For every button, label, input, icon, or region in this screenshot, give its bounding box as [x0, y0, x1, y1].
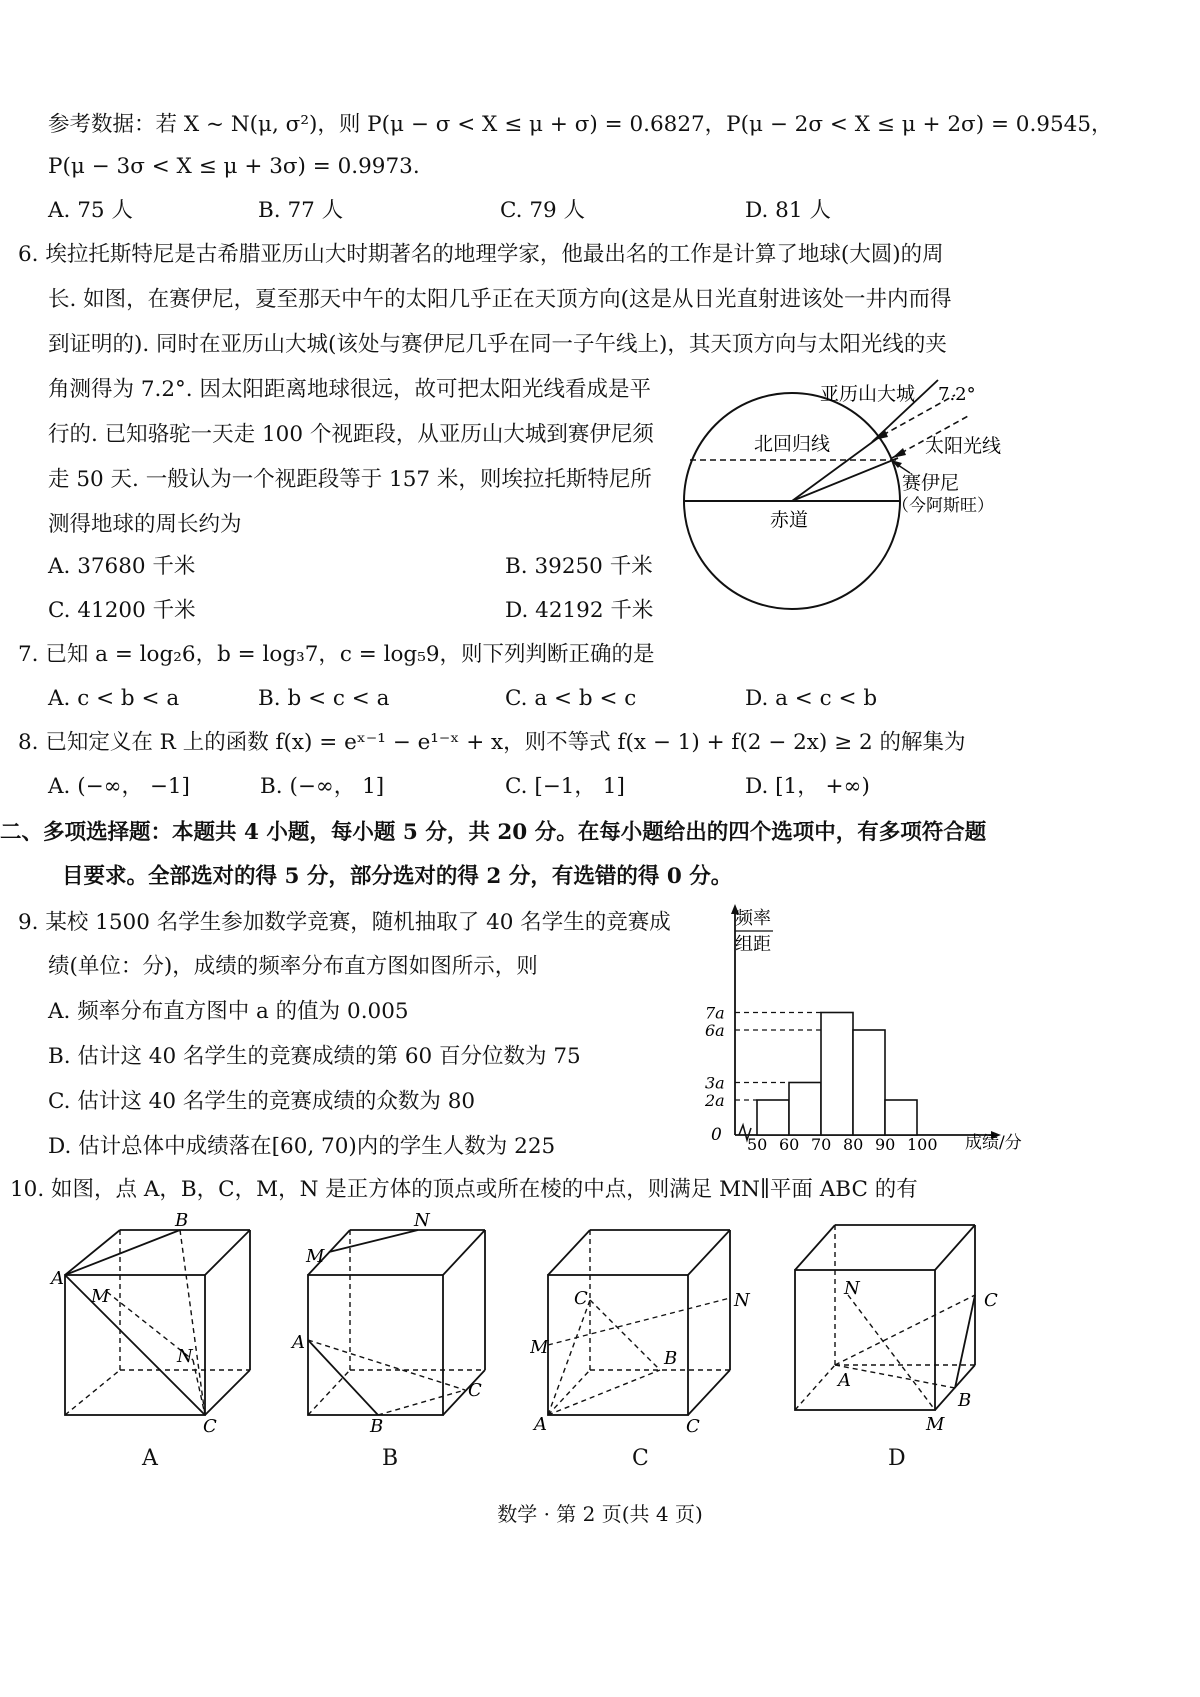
histogram-bar-50-60 [757, 1100, 789, 1135]
q5-option-d: D. 81 人 [745, 198, 831, 223]
caption-c: C [632, 1446, 649, 1471]
syene-radius [792, 458, 898, 501]
cube-d-label-m: M [926, 1414, 945, 1435]
q7-option-c: C. a < b < c [505, 686, 637, 711]
cube-b-label-c: C [468, 1380, 482, 1401]
q7-option-b: B. b < c < a [258, 686, 390, 711]
cube-figure-c [530, 1210, 770, 1435]
q6-line-1: 6. 埃拉托斯特尼是古希腊亚历山大时期著名的地理学家，他最出名的工作是计算了地球(大圆)的周 [18, 242, 944, 267]
x-tick-70: 70 [811, 1135, 832, 1154]
q8-option-a: A. (−∞， −1] [48, 774, 190, 799]
sunlight-arrow-2 [892, 448, 906, 458]
cube-c-label-m: M [530, 1337, 549, 1358]
caption-a: A [142, 1446, 158, 1471]
histogram-bar-80-90 [853, 1030, 885, 1135]
y-tick-6a: 6a [705, 1021, 725, 1040]
q6-line-3: 到证明的). 同时在亚历山大城(该处与赛伊尼几乎在同一子午线上)，其天顶方向与太阳光线的夹 [48, 332, 947, 357]
q7-stem: 7. 已知 a = log₂6，b = log₃7，c = log₅9，则下列判断正确的是 [18, 642, 655, 667]
cube-c-label-n: N [734, 1290, 750, 1311]
cube-c-label-c-bottom: C [686, 1416, 700, 1435]
cube-b-label-n: N [414, 1210, 430, 1231]
q6-option-c: C. 41200 千米 [48, 598, 196, 623]
cube-b-label-a: A [292, 1332, 305, 1353]
q6-line-5: 行的. 已知骆驼一天走 100 个视距段，从亚历山大城到赛伊尼须 [48, 422, 654, 447]
origin-label: 0 [711, 1125, 722, 1145]
y-tick-2a: 2a [705, 1091, 725, 1110]
q8-option-d: D. [1， +∞) [745, 774, 870, 799]
aswan-label: （今阿斯旺） [892, 496, 994, 516]
page-footer: 数学 · 第 2 页(共 4 页) [497, 1502, 703, 1526]
q9-line-1: 9. 某校 1500 名学生参加数学竞赛，随机抽取了 40 名学生的竞赛成 [18, 910, 671, 935]
q5-option-b: B. 77 人 [258, 198, 344, 223]
x-tick-60: 60 [779, 1135, 800, 1154]
histogram-bar-60-70 [789, 1083, 821, 1136]
q6-option-b: B. 39250 千米 [505, 554, 653, 579]
section-2-heading-line-1: 二、多项选择题：本题共 4 小题，每小题 5 分，共 20 分。在每小题给出的四个选项中，有多项符合题 [0, 820, 987, 845]
q6-line-7: 测得地球的周长约为 [48, 512, 242, 537]
q7-option-d: D. a < c < b [745, 686, 878, 711]
q6-line-2: 长. 如图，在赛伊尼，夏至那天中午的太阳几乎正在天顶方向(这是从日光直射进该处一井内而得 [48, 287, 952, 312]
caption-d: D [888, 1446, 906, 1471]
q6-line-4: 角测得为 7.2°. 因太阳距离地球很远，故可把太阳光线看成是平 [48, 377, 651, 402]
x-tick-100: 100 [907, 1135, 938, 1154]
earth-circumference-figure [670, 370, 1030, 620]
sunlight-label: 太阳光线 [925, 435, 1002, 457]
q5-option-a: A. 75 人 [48, 198, 133, 223]
cube-d-label-n: N [844, 1278, 860, 1299]
frequency-histogram [695, 900, 1025, 1155]
y-title-bottom: 组距 [735, 934, 771, 955]
cube-d-label-b: B [958, 1390, 972, 1411]
cube-a-label-b: B [175, 1210, 189, 1231]
q7-option-a: A. c < b < a [48, 686, 180, 711]
equator-label: 赤道 [770, 509, 809, 531]
x-tick-90: 90 [875, 1135, 896, 1154]
cube-figure-a [45, 1210, 285, 1435]
q8-option-b: B. (−∞， 1] [260, 774, 385, 799]
cube-a-label-n: N [177, 1346, 193, 1367]
cube-c-label-c-top: C [574, 1288, 588, 1309]
section-2-heading-line-2: 目要求。全部选对的得 5 分，部分选对的得 2 分，有选错的得 0 分。 [62, 864, 733, 889]
q8-option-c: C. [−1， 1] [505, 774, 625, 799]
y-title-top: 频率 [735, 908, 771, 929]
sunlight-arrow-1 [874, 430, 888, 440]
reference-data-line-2: P(μ − 3σ < X ≤ μ + 3σ) = 0.9973. [48, 154, 420, 179]
syene-label: 赛伊尼 [902, 472, 960, 494]
cube-a-label-a: A [51, 1268, 64, 1289]
q5-option-c: C. 79 人 [500, 198, 586, 223]
q6-option-a: A. 37680 千米 [48, 554, 196, 579]
q10-stem: 10. 如图，点 A，B，C，M，N 是正方体的顶点或所在棱的中点，则满足 MN∥平面 ABC 的有 [10, 1177, 918, 1202]
q9-option-d: D. 估计总体中成绩落在[60, 70)内的学生人数为 225 [48, 1134, 556, 1159]
x-title: 成绩/分 [965, 1133, 1022, 1153]
q9-option-b: B. 估计这 40 名学生的竞赛成绩的第 60 百分位数为 75 [48, 1044, 581, 1069]
q6-line-6: 走 50 天. 一般认为一个视距段等于 157 米，则埃拉托斯特尼所 [48, 467, 652, 492]
y-tick-3a: 3a [705, 1073, 725, 1093]
cube-b-label-b: B [370, 1416, 384, 1435]
alexandria-label: 亚历山大城 [820, 383, 916, 405]
q9-line-2: 绩(单位：分)，成绩的频率分布直方图如图所示，则 [48, 954, 538, 979]
q6-option-d: D. 42192 千米 [505, 598, 654, 623]
histogram-bar-70-80 [821, 1013, 853, 1136]
x-tick-50: 50 [747, 1135, 768, 1154]
cube-d-label-a: A [838, 1370, 851, 1391]
q9-option-c: C. 估计这 40 名学生的竞赛成绩的众数为 80 [48, 1089, 476, 1114]
caption-b: B [382, 1446, 399, 1471]
cube-b-label-m: M [306, 1246, 325, 1267]
histogram-bar-90-100 [885, 1100, 917, 1135]
cube-figure-b [290, 1210, 530, 1435]
cube-c-label-a: A [534, 1414, 547, 1435]
x-tick-80: 80 [843, 1135, 864, 1154]
cube-c-label-b: B [664, 1348, 678, 1369]
q8-stem: 8. 已知定义在 R 上的函数 f(x) = eˣ⁻¹ − e¹⁻ˣ + x，则不等式 f(x − 1) + f(2 − 2x) ≥ 2 的解集为 [18, 730, 966, 755]
q9-option-a: A. 频率分布直方图中 a 的值为 0.005 [48, 999, 409, 1024]
cube-a-label-m: M [91, 1286, 110, 1307]
tropic-label: 北回归线 [754, 433, 831, 455]
angle-label: 7.2° [938, 384, 976, 405]
reference-data-line-1: 参考数据：若 X ~ N(μ, σ²)，则 P(μ − σ < X ≤ μ + σ) = 0.6827，P(μ − 2σ < X ≤ μ + 2σ) = 0.9545， [48, 112, 1113, 137]
y-tick-7a: 7a [705, 1003, 725, 1023]
cube-a-label-c: C [203, 1416, 217, 1435]
cube-d-label-c: C [984, 1290, 998, 1311]
cube-figure-d [780, 1210, 1020, 1435]
